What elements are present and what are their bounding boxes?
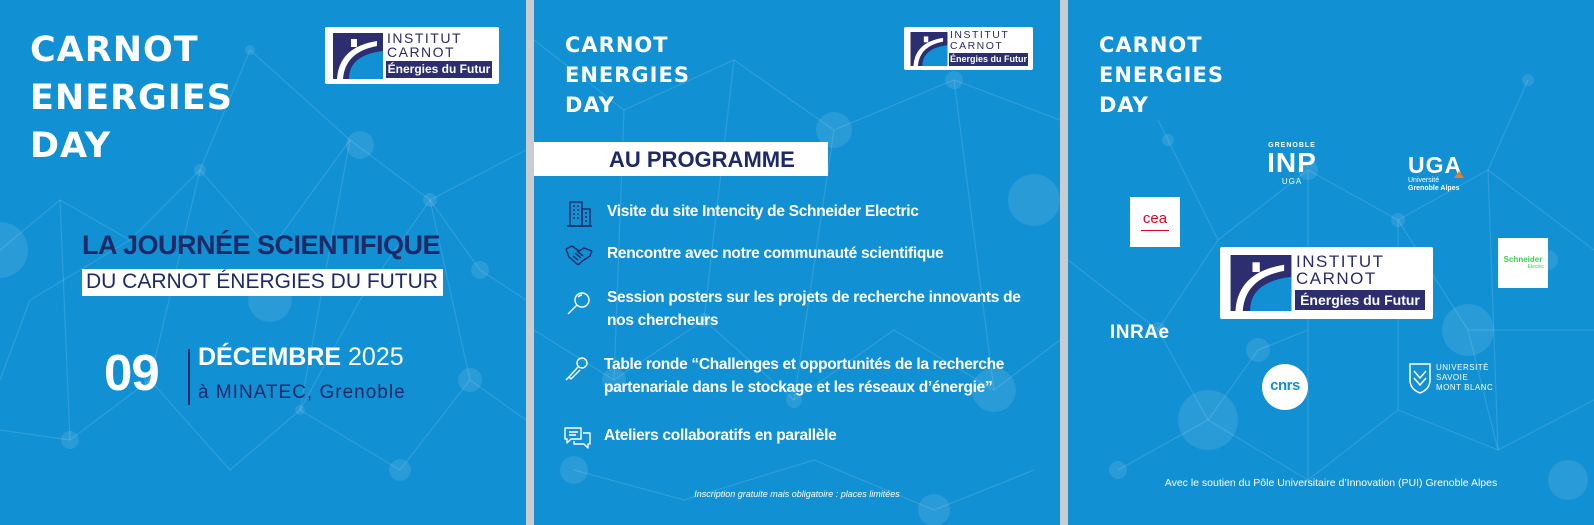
programme-item-text: Table ronde “Challenges et opportunités de la recherche partenariale dans le stockage et les réseaux d’énergie” — [604, 356, 1005, 396]
schneider-label: Schneider — [1503, 255, 1543, 264]
logo-line-2: CARNOT — [950, 40, 1004, 52]
schneider-electric-logo — [1498, 238, 1548, 288]
headline: LA JOURNÉE SCIENTIFIQUE — [82, 230, 441, 260]
cea-underline — [1141, 230, 1169, 231]
inp-sub-label: UGA — [1281, 177, 1303, 186]
inp-main-label: INP — [1267, 147, 1317, 178]
programme-title: AU PROGRAMME — [609, 147, 795, 172]
carnot-emblem-icon — [1230, 255, 1292, 311]
usmb-label-2: SAVOIE — [1436, 373, 1469, 382]
uga-triangle-icon — [1454, 171, 1464, 178]
carnot-emblem-icon — [333, 33, 383, 79]
date-separator — [188, 349, 190, 405]
programme-item-text: Ateliers collaboratifs en parallèle — [604, 427, 837, 444]
registration-note: Inscription gratuite mais obligatoire : places limitées — [694, 489, 900, 499]
cnrs-label: cnrs — [1270, 377, 1300, 394]
logo-subtitle: Énergies du Futur — [949, 54, 1027, 64]
electric-label: Electric — [1527, 264, 1544, 270]
programme-banner — [534, 142, 828, 176]
logo-subtitle: Énergies du Futur — [387, 62, 491, 76]
inrae-label: INRAe — [1110, 322, 1170, 343]
title-line-1: CARNOT — [565, 33, 669, 57]
usmb-label-3: MONT BLANC — [1436, 383, 1494, 392]
poster-panel-partners — [1068, 0, 1594, 525]
title-line-1: CARNOT — [1099, 33, 1203, 57]
logo-line-1: INSTITUT — [1296, 252, 1385, 271]
event-month: DÉCEMBRE — [198, 343, 342, 371]
building-icon — [564, 199, 594, 229]
cea-label: cea — [1142, 210, 1168, 227]
logo-line-2: CARNOT — [387, 44, 456, 60]
event-title — [565, 30, 690, 120]
programme-item-text: Visite du site Intencity de Schneider Electric — [607, 203, 919, 220]
title-line-2: ENERGIES — [1099, 63, 1224, 87]
magnifier-icon — [564, 289, 594, 319]
event-year: 2025 — [348, 343, 404, 371]
poster-panel-programme — [534, 0, 1060, 525]
handshake-icon — [564, 239, 594, 269]
logo-line-2: CARNOT — [1296, 269, 1377, 288]
title-line-1: CARNOT — [30, 30, 199, 70]
usmb-logo — [1408, 362, 1508, 396]
carnot-emblem-icon — [910, 32, 948, 66]
inp-top-label: GRENOBLE — [1268, 142, 1316, 149]
event-title — [1099, 30, 1224, 120]
subheadline: DU CARNOT ÉNERGIES DU FUTUR — [82, 269, 443, 296]
event-location: à MINATEC, Grenoble — [198, 382, 406, 403]
grenoble-inp-logo — [1260, 142, 1324, 194]
poster-panel-event — [0, 0, 526, 525]
microphone-icon — [562, 354, 592, 384]
institut-carnot-logo — [325, 27, 499, 84]
programme-item-text: Rencontre avec notre communauté scientifique — [607, 245, 944, 262]
uga-sub-label-1: Université — [1408, 177, 1440, 184]
event-title — [30, 26, 233, 170]
event-day: 09 — [104, 344, 159, 401]
title-line-2: ENERGIES — [30, 78, 233, 118]
title-line-3: DAY — [1099, 93, 1149, 117]
cnrs-logo — [1262, 364, 1308, 410]
institut-carnot-logo — [1220, 247, 1433, 319]
programme-item-text: Session posters sur les projets de recherche innovants de nos chercheurs — [607, 289, 1021, 329]
logo-line-1: INSTITUT — [387, 30, 462, 46]
usmb-shield-icon — [1408, 362, 1432, 394]
uga-main-label: UGA — [1408, 152, 1463, 178]
usmb-label-1: UNIVERSITÉ — [1436, 363, 1490, 372]
support-note: Avec le soutien du Pôle Universitaire d’Innovation (PUI) Grenoble Alpes — [1164, 477, 1498, 489]
institut-carnot-logo — [904, 27, 1033, 70]
cea-logo — [1130, 197, 1180, 247]
title-line-2: ENERGIES — [565, 63, 690, 87]
uga-logo — [1408, 153, 1488, 198]
logo-line-1: INSTITUT — [950, 29, 1010, 41]
title-line-3: DAY — [565, 93, 615, 117]
inrae-logo — [1110, 322, 1170, 344]
event-month-year — [198, 343, 404, 372]
uga-sub-label-2: Grenoble Alpes — [1408, 185, 1460, 192]
logo-subtitle: Énergies du Futur — [1295, 290, 1425, 310]
title-line-3: DAY — [30, 126, 112, 166]
chat-bubbles-icon — [562, 423, 592, 453]
